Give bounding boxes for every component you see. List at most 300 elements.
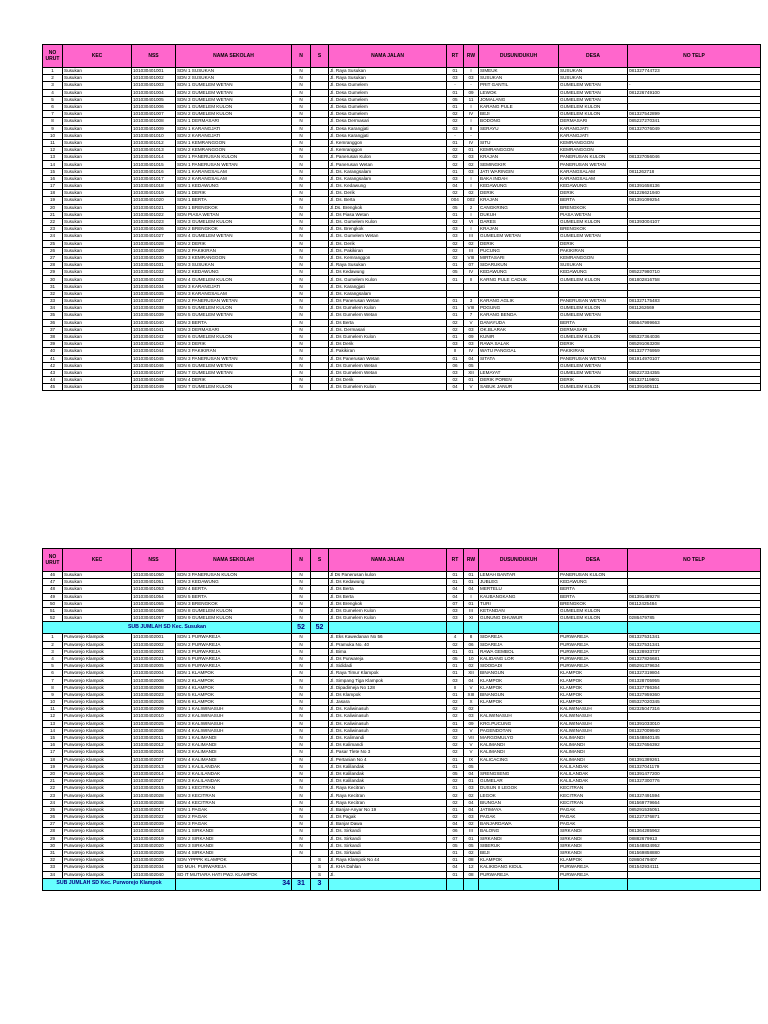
cell-nss: 101030402029 [132, 849, 176, 856]
cell-desa: KLAMPOK [559, 684, 628, 691]
cell-desa: PAGAK [559, 806, 628, 813]
cell-rt: 02 [447, 247, 464, 254]
cell-nss: 101030401008 [132, 118, 176, 125]
cell-no-telp: 0811262669 [628, 305, 761, 312]
cell-n: N [292, 749, 311, 756]
cell-desa: KLAMPOK [559, 857, 628, 864]
cell-nama-jalan: Jl. Ds Panerusan Wetan [329, 355, 447, 362]
cell-rw: 8 [464, 634, 479, 641]
table-row [43, 75, 761, 82]
cell-no: 12 [43, 713, 63, 720]
cell-dusun: DERIK POREN [479, 377, 559, 384]
cell-nama-sekolah: SDN 3 DERIK [176, 341, 292, 348]
cell-nama-jalan: Jl. Raya Susukan [329, 262, 447, 269]
cell-no-telp [628, 572, 761, 579]
cell-nama-jalan: Jl. Ds Panerusan Wetan [329, 298, 447, 305]
cell-nama-sekolah: SDN 2 KEMRANGGON [176, 147, 292, 154]
cell-no-telp [628, 290, 761, 297]
cell-nss: 101030402038 [132, 799, 176, 806]
cell-dusun: WATU PANGGAL [479, 348, 559, 355]
cell-nss: 101030402024 [132, 749, 176, 756]
cell-no-telp: 081391658136 [628, 183, 761, 190]
cell-no-telp: 081327041179 [628, 763, 761, 770]
cell-desa [559, 290, 628, 297]
cell-dusun: LEGOK [479, 792, 559, 799]
cell-nama-jalan: Jl. Ds Derik [329, 341, 447, 348]
cell-no-telp: 085227334355 [628, 369, 761, 376]
cell-rt: 07 [447, 835, 464, 842]
cell-dusun: BALONG [479, 828, 559, 835]
cell-dusun: KLAMPOK [479, 677, 559, 684]
cell-kec: Purworejo Klampok [63, 663, 132, 670]
cell-dusun [479, 132, 559, 139]
cell-desa [559, 283, 628, 290]
cell-nama-sekolah: SDN 2 GUMELEM KULON [176, 111, 292, 118]
cell-kec: Purworejo Klampok [63, 699, 132, 706]
cell-rw: III [464, 247, 479, 254]
cell-dusun: SEMINGKIR [479, 161, 559, 168]
cell-no: 10 [43, 699, 63, 706]
cell-rt: 05 [447, 770, 464, 777]
cell-s [311, 835, 329, 842]
cell-kec: Susukan [63, 190, 132, 197]
cell-no-telp: 081327776959 [628, 348, 761, 355]
cell-n: N [292, 240, 311, 247]
cell-dusun: KEDAWUNG [479, 269, 559, 276]
cell-nss: 101030401019 [132, 190, 176, 197]
cell-nss: 101030401006 [132, 103, 176, 110]
cell-n: N [292, 233, 311, 240]
cell-dusun [479, 706, 559, 713]
cell-rt: 02 [447, 161, 464, 168]
cell-nama-jalan: Jl. [329, 871, 447, 878]
cell-nama-jalan: Jl. Ds. Berta [329, 197, 447, 204]
cell-n [292, 857, 311, 864]
cell-s [311, 147, 329, 154]
cell-nss: 101030402039 [132, 821, 176, 828]
cell-dusun [479, 283, 559, 290]
cell-nama-jalan: Jl. Ds Kedawung [329, 269, 447, 276]
cell-no-telp: 085647999663 [628, 319, 761, 326]
table-row [43, 864, 761, 871]
cell-rt: 02 [447, 792, 464, 799]
cell-kec: Purworejo Klampok [63, 763, 132, 770]
cell-kec: Purworejo Klampok [63, 655, 132, 662]
table-row [43, 821, 761, 828]
cell-n [292, 864, 311, 871]
cell-dusun: PDGUNG [479, 305, 559, 312]
cell-no: 19 [43, 763, 63, 770]
cell-nss: 101030401023 [132, 218, 176, 225]
table-row [43, 572, 761, 579]
cell-nss: 101030401031 [132, 262, 176, 269]
cell-desa: DERMASARI [559, 326, 628, 333]
cell-no: 6 [43, 103, 63, 110]
table-row [43, 670, 761, 677]
cell-kec: Purworejo Klampok [63, 749, 132, 756]
cell-rt: 01 [447, 648, 464, 655]
cell-nama-sekolah: SDN 8 GUMELEM KULON [176, 607, 292, 614]
cell-rw: 09 [464, 333, 479, 340]
cell-rw: I [464, 103, 479, 110]
cell-s [311, 254, 329, 261]
cell-no-telp [628, 211, 761, 218]
cell-rw: V [464, 384, 479, 391]
cell-kec: Purworejo Klampok [63, 857, 132, 864]
cell-nama-sekolah: SDN 1 DERIK [176, 190, 292, 197]
cell-s [311, 305, 329, 312]
cell-rt: 05 [447, 655, 464, 662]
cell-desa: KEMRANGGON [559, 254, 628, 261]
cell-nama-sekolah: SDN 2 KALIWINASUH [176, 713, 292, 720]
cell-nama-jalan: Jl. Ds Kalilandak [329, 763, 447, 770]
table-row [43, 749, 761, 756]
header-no-urut: NO URUT [43, 549, 63, 572]
cell-kec: Susukan [63, 600, 132, 607]
cell-rw: II [464, 276, 479, 283]
cell-s [311, 799, 329, 806]
cell-s [311, 641, 329, 648]
table-row [43, 792, 761, 799]
cell-kec: Susukan [63, 111, 132, 118]
table-row [43, 778, 761, 785]
table-row [43, 276, 761, 283]
cell-rt: 03 [447, 226, 464, 233]
cell-nama-sekolah: SDN 3 GUMELEM WETAN [176, 96, 292, 103]
cell-kec: Susukan [63, 384, 132, 391]
header-dusun: DUSUN/DUKUH [479, 549, 559, 572]
header-s: S [311, 549, 329, 572]
table-row [43, 770, 761, 777]
cell-rt: 02 [447, 713, 464, 720]
cell-no-telp [628, 312, 761, 319]
cell-nama-jalan: Jl. Ds. Karangsalam [329, 175, 447, 182]
cell-desa: PANERUSAN WETAN [559, 355, 628, 362]
cell-nama-sekolah: SDN 3 KEDAWUNG [176, 579, 292, 586]
cell-s [311, 699, 329, 706]
cell-kec: Purworejo Klampok [63, 799, 132, 806]
table-row [43, 183, 761, 190]
cell-desa: KALIMANDI [559, 756, 628, 763]
cell-desa: DERIK [559, 341, 628, 348]
cell-s [311, 190, 329, 197]
cell-nss: 101030401044 [132, 348, 176, 355]
table-row [43, 204, 761, 211]
cell-n: N [292, 670, 311, 677]
table-row [43, 842, 761, 849]
cell-dusun: DUKUH [479, 211, 559, 218]
cell-dusun: GUMELAR [479, 778, 559, 785]
cell-nama-jalan: Jl. Ds Gumelem Wetan [329, 369, 447, 376]
cell-kec: Susukan [63, 96, 132, 103]
table-row [43, 706, 761, 713]
cell-kec: Purworejo Klampok [63, 742, 132, 749]
cell-rt: 4 [447, 634, 464, 641]
table-row [43, 283, 761, 290]
cell-rt: 07 [447, 600, 464, 607]
cell-s [311, 333, 329, 340]
cell-desa: PANERUSAN WETAN [559, 161, 628, 168]
table-row [43, 118, 761, 125]
cell-rw: 03 [464, 154, 479, 161]
cell-nama-sekolah: SDN 3 PAKIKIRAN [176, 348, 292, 355]
cell-dusun: KRAJAN [479, 197, 559, 204]
table-row [43, 312, 761, 319]
cell-nama-sekolah: SDN 3 KALILANDAK [176, 778, 292, 785]
cell-nama-sekolah: SDN 4 KLAMPOK [176, 684, 292, 691]
table-row [43, 82, 761, 89]
cell-s [311, 118, 329, 125]
cell-nama-sekolah: SDN 5 KLAMPOK [176, 691, 292, 698]
cell-nama-jalan: Jl. Desa Karangjati [329, 125, 447, 132]
cell-n: N [292, 103, 311, 110]
cell-no-telp: 085291535051 [628, 806, 761, 813]
cell-n: N [292, 319, 311, 326]
cell-kec: Susukan [63, 103, 132, 110]
cell-nama-sekolah: SDN 1 PANERUSAN WETAN [176, 161, 292, 168]
table-row [43, 161, 761, 168]
cell-s [311, 218, 329, 225]
header-nama-jalan: NAMA JALAN [329, 45, 447, 68]
cell-n: N [292, 118, 311, 125]
cell-dusun: KARANG BENDA [479, 312, 559, 319]
cell-dusun: KALIMANDI [479, 742, 559, 749]
school-table-continued [42, 548, 761, 891]
cell-s: S [311, 857, 329, 864]
cell-rw: II [464, 125, 479, 132]
cell-dusun: PAGAK [479, 814, 559, 821]
cell-s [311, 742, 329, 749]
cell-nama-sekolah: SDN 4 GUMELEM KULON [176, 276, 292, 283]
cell-s [311, 204, 329, 211]
cell-no: 23 [43, 226, 63, 233]
cell-nama-jalan: Jl. Ds Gumelem Kulon [329, 305, 447, 312]
table-row [43, 168, 761, 175]
cell-nss: 101030402014 [132, 770, 176, 777]
cell-no-telp: 081227376871 [628, 814, 761, 821]
cell-desa: KARANGJATI [559, 132, 628, 139]
header-rt: RT [447, 45, 464, 68]
cell-rw: III [464, 233, 479, 240]
cell-no: 2 [43, 641, 63, 648]
cell-n: N [292, 720, 311, 727]
cell-rw: 03 [464, 814, 479, 821]
cell-rw: 03 [464, 341, 479, 348]
cell-no: 52 [43, 615, 63, 622]
cell-nss: 101030402034 [132, 864, 176, 871]
table-row [43, 175, 761, 182]
cell-nama-sekolah: SDN 3 KALIMANDI [176, 749, 292, 756]
cell-rt: 02 [447, 742, 464, 749]
header-rw: RW [464, 549, 479, 572]
cell-nama-sekolah: SDN 3 BERTA [176, 319, 292, 326]
cell-no: 49 [43, 593, 63, 600]
cell-rw: 05 [464, 763, 479, 770]
cell-dusun: SIDAREJA [479, 634, 559, 641]
cell-desa: KEDAWUNG [559, 183, 628, 190]
cell-desa: GUMELEM KULON [559, 607, 628, 614]
cell-n: N [292, 247, 311, 254]
cell-dusun: KALIWINASUH [479, 713, 559, 720]
cell-nss: 101030401050 [132, 572, 176, 579]
table-row [43, 814, 761, 821]
cell-n: N [292, 290, 311, 297]
cell-rw: IV [464, 111, 479, 118]
cell-kec: Susukan [63, 615, 132, 622]
cell-nama-jalan: Jl. Ds. Sirkandi [329, 828, 447, 835]
cell-rt: 03 [447, 607, 464, 614]
cell-s [311, 586, 329, 593]
cell-nss: 101030401037 [132, 298, 176, 305]
cell-rw: I [464, 68, 479, 75]
cell-no-telp: 081391033010 [628, 720, 761, 727]
cell-s [311, 82, 329, 89]
cell-nama-jalan: Jl. Ds. Derik [329, 190, 447, 197]
cell-rt: 02 [447, 218, 464, 225]
cell-rw: 02 [464, 706, 479, 713]
cell-nama-jalan: Jl. Ds. Kalimandi [329, 734, 447, 741]
cell-rw: IV [464, 348, 479, 355]
cell-dusun [479, 362, 559, 369]
cell-kec: Purworejo Klampok [63, 677, 132, 684]
cell-nama-sekolah: SDN 1 BRENGKOK [176, 204, 292, 211]
cell-no: 8 [43, 118, 63, 125]
cell-no-telp [628, 139, 761, 146]
cell-desa: KALIMANDI [559, 734, 628, 741]
cell-n: N [292, 211, 311, 218]
cell-no: 6 [43, 670, 63, 677]
cell-kec: Susukan [63, 348, 132, 355]
cell-dusun: BODONG [479, 118, 559, 125]
cell-n: N [292, 713, 311, 720]
cell-n: N [292, 572, 311, 579]
cell-s [311, 600, 329, 607]
cell-no-telp: 081327009940 [628, 727, 761, 734]
cell-nss: 101030401054 [132, 593, 176, 600]
cell-no-telp: 081391477200 [628, 770, 761, 777]
cell-no-telp [628, 161, 761, 168]
cell-dusun: LEWOK [479, 89, 559, 96]
cell-nss: 101030401034 [132, 283, 176, 290]
cell-desa: GUMELEM KULON [559, 384, 628, 391]
cell-dusun: KARANG AGLIK [479, 298, 559, 305]
cell-rw: 06 [464, 641, 479, 648]
cell-nama-sekolah: SDN 9 GUMELEM KULON [176, 615, 292, 622]
cell-rt: 01 [447, 103, 464, 110]
cell-n: N [292, 333, 311, 340]
cell-nss: 101030401038 [132, 305, 176, 312]
subtotal-total: 34 [176, 878, 292, 890]
cell-no: 16 [43, 742, 63, 749]
cell-kec: Susukan [63, 147, 132, 154]
table-row [43, 785, 761, 792]
cell-nama-sekolah: SDN 2 GUMELEM WETAN [176, 89, 292, 96]
cell-nss: 101030401004 [132, 89, 176, 96]
cell-n: N [292, 132, 311, 139]
cell-rw: 03 [464, 75, 479, 82]
cell-dusun: CANGKRING [479, 204, 559, 211]
cell-n: N [292, 699, 311, 706]
cell-nama-jalan: Jl. Raya Kecitran [329, 785, 447, 792]
cell-nama-jalan: Jl. Ds Gumelem Kulon [329, 607, 447, 614]
cell-no: 34 [43, 305, 63, 312]
cell-dusun: BANJARDAWA [479, 821, 559, 828]
cell-nss: 101030402028 [132, 792, 176, 799]
cell-dusun: BEJI [479, 849, 559, 856]
cell-desa: KLAMPOK [559, 670, 628, 677]
cell-rw: 11 [464, 96, 479, 103]
cell-rt: 01 [447, 663, 464, 670]
cell-nama-sekolah: SDN 4 KALIWINASUH [176, 727, 292, 734]
cell-nss: 101030402021 [132, 655, 176, 662]
cell-nss: 101030401028 [132, 240, 176, 247]
cell-rt: 02 [447, 699, 464, 706]
cell-nama-jalan: Jl. Ds Berta [329, 593, 447, 600]
cell-rw: I [464, 593, 479, 600]
cell-nama-sekolah: SDN 4 GUMELEM WETAN [176, 233, 292, 240]
cell-n: N [292, 254, 311, 261]
cell-no-telp: 0811262718 [628, 168, 761, 175]
cell-n: N [292, 75, 311, 82]
cell-s [311, 369, 329, 376]
table-row [43, 691, 761, 698]
table-row [43, 290, 761, 297]
cell-dusun: PURWAREJA [479, 871, 559, 878]
cell-no: 19 [43, 197, 63, 204]
cell-kec: Purworejo Klampok [63, 849, 132, 856]
cell-rt: 01 [447, 763, 464, 770]
cell-rw: 09 [464, 89, 479, 96]
cell-nss: 101030402010 [132, 713, 176, 720]
cell-kec: Susukan [63, 298, 132, 305]
cell-dusun: KETANDAN [479, 607, 559, 614]
cell-s [311, 348, 329, 355]
header-nama-sekolah: NAMA SEKOLAH [176, 549, 292, 572]
cell-n: N [292, 821, 311, 828]
cell-desa: KALIMANDI [559, 742, 628, 749]
cell-nss: 101030401057 [132, 615, 176, 622]
cell-dusun: KLAMPOK [479, 684, 559, 691]
cell-rt: 02 [447, 734, 464, 741]
cell-desa: GUMELEM WETAN [559, 312, 628, 319]
cell-nama-jalan: Jl. Ds. Kaliwinasuh [329, 720, 447, 727]
cell-no: 28 [43, 262, 63, 269]
cell-rw: X [464, 699, 479, 706]
cell-no-telp: 081327826681 [628, 655, 761, 662]
cell-n: N [292, 348, 311, 355]
cell-nama-sekolah: SDN 1 PAGAK [176, 806, 292, 813]
cell-nama-jalan: Jl. Ds. Kemranggon [329, 254, 447, 261]
cell-s [311, 377, 329, 384]
cell-no-telp: 081548834952 [628, 842, 761, 849]
cell-nama-jalan: Jl. Ds. Kaliwinasuh [329, 713, 447, 720]
cell-nama-sekolah: SD IT MUTIARA HATI PWJ. KLAMPOK [176, 871, 292, 878]
cell-s [311, 226, 329, 233]
cell-rw: 01 [464, 648, 479, 655]
table-row [43, 68, 761, 75]
cell-kec: Susukan [63, 175, 132, 182]
cell-s [311, 211, 329, 218]
cell-no-telp [628, 233, 761, 240]
table-row [43, 806, 761, 813]
cell-nss: 101030402015 [132, 785, 176, 792]
cell-no: 27 [43, 254, 63, 261]
cell-rw: 04 [464, 677, 479, 684]
cell-kec: Susukan [63, 572, 132, 579]
cell-no: 50 [43, 600, 63, 607]
cell-rw: - [464, 132, 479, 139]
cell-rw: 02 [464, 190, 479, 197]
